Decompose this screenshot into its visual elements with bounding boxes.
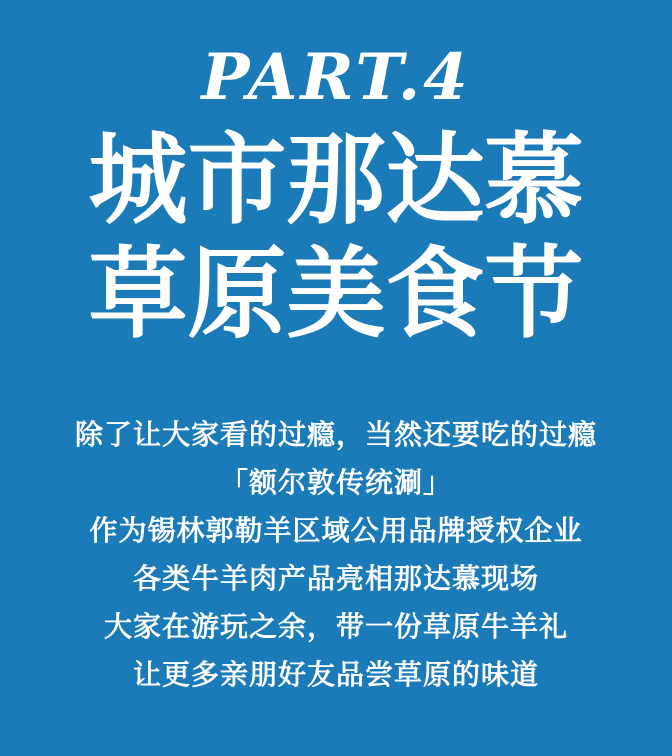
body-line: 除了让大家看的过瘾，当然还要吃的过瘾 — [74, 418, 597, 450]
poster-title — [89, 123, 584, 351]
poster-body-text — [75, 411, 597, 699]
title-line-1: 城市那达慕 — [88, 123, 584, 235]
title-line-2: 草原美食节 — [88, 237, 584, 349]
body-line: 让更多亲朋好友品尝草原的味道 — [132, 658, 539, 690]
body-line: 作为锡林郭勒羊区域公用品牌授权企业 — [89, 514, 583, 546]
body-line: 大家在游玩之余，带一份草原牛羊礼 — [103, 610, 568, 642]
part-label: PART.4 — [201, 40, 471, 115]
body-line: 「额尔敦传统涮」 — [219, 466, 452, 498]
body-line: 各类牛羊肉产品亮相那达慕现场 — [132, 562, 539, 594]
